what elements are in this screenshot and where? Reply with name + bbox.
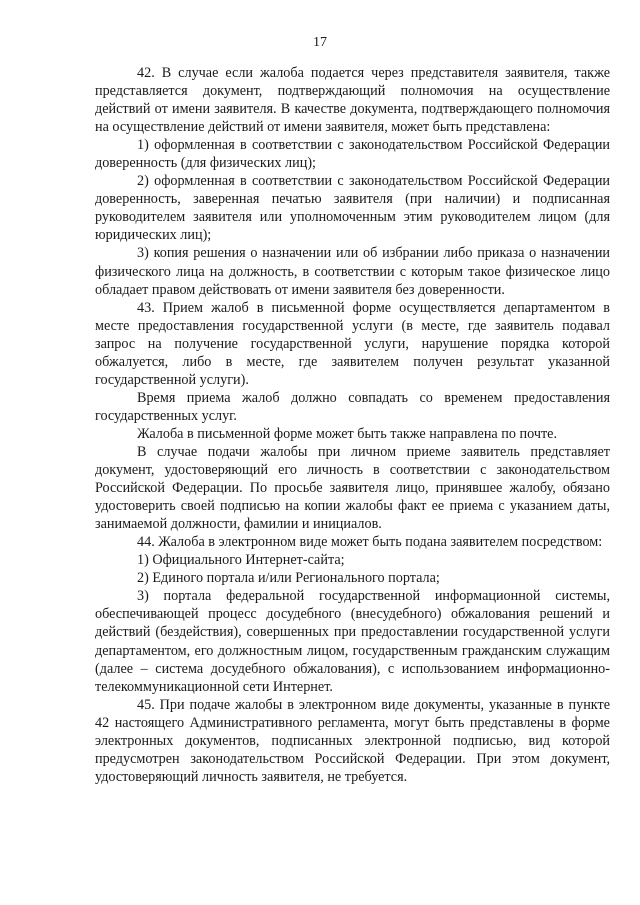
paragraph-44-item-1: 1) Официального Интернет-сайта; xyxy=(137,552,345,569)
document-body xyxy=(95,64,610,786)
paragraph-44: 44. Жалоба в электронном виде может быть подана заявителем посредством: xyxy=(137,534,603,551)
paragraph-45: 45. При подаче жалобы в электронном виде документы, указанные в пункте 42 настоящего Административного регламента, могут быть представлены в форме электронных документов, подписанных электронной подписью, вид которой предусмотрен законодательством Российской Федерации. При этом документ, удостоверяющий личность заявителя, не требуется. xyxy=(95,696,610,785)
paragraph-44-item-2: 2) Единого портала и/или Регионального портала; xyxy=(137,570,440,587)
paragraph-42: 42. В случае если жалоба подается через представителя заявителя, также представляется документ, подтверждающий полномочия на осуществление действий от имени заявителя. В качестве документа, подтверждающего полномочия на осуществление действий от имени заявителя, может быть представлена: xyxy=(95,65,610,136)
paragraph-43-mail: Жалоба в письменной форме может быть также направлена по почте. xyxy=(137,425,558,442)
paragraph-44-item-3: 3) портала федеральной государственной информационной системы, обеспечивающей процесс досудебного (внесудебного) обжалования решений и действий (бездействия), совершенных при предоставлении государственной услуги департаментом, его должностным лицом, государственным гражданским служащим (далее – система досудебного обжалования), с использованием информационно-телекоммуникационной сети Интернет. xyxy=(95,588,610,695)
paragraph-42-item-2: 2) оформленная в соответствии с законодательством Российской Федерации доверенность, заверенная печатью заявителя (при наличии) и подписанная руководителем заявителя или уполномоченным этим руководителем лицом (для юридических лиц); xyxy=(95,173,610,244)
paragraph-43-personal: В случае подачи жалобы при личном приеме заявитель представляет документ, удостоверяющий его личность в соответствии с законодательством Российской Федерации. По просьбе заявителя лицо, принявшее жалобу, обязано удостоверить своей подписью на копии жалобы факт ее приема с указанием даты, занимаемой должности, фамилии и инициалов. xyxy=(95,443,610,533)
paragraph-42-item-1: 1) оформленная в соответствии с законодательством Российской Федерации доверенность (для физических лиц); xyxy=(95,137,610,172)
paragraph-43: 43. Прием жалоб в письменной форме осуществляется департаментом в месте предоставления государственной услуги (в месте, где заявитель подавал запрос на получение государственной услуги, нарушение порядка которой обжалуется, либо в месте, где заявителем получен результат указанной государственной услуги). xyxy=(95,299,610,388)
paragraph-43-time: Время приема жалоб должно совпадать со временем предоставления государственных услуг. xyxy=(95,389,610,424)
paragraph-42-item-3: 3) копия решения о назначении или об избрании либо приказа о назначении физического лица на должность, в соответствии с которым такое физическое лицо обладает правом действовать от имени заявителя без доверенности. xyxy=(95,245,610,298)
page-number: 17 xyxy=(313,35,327,50)
